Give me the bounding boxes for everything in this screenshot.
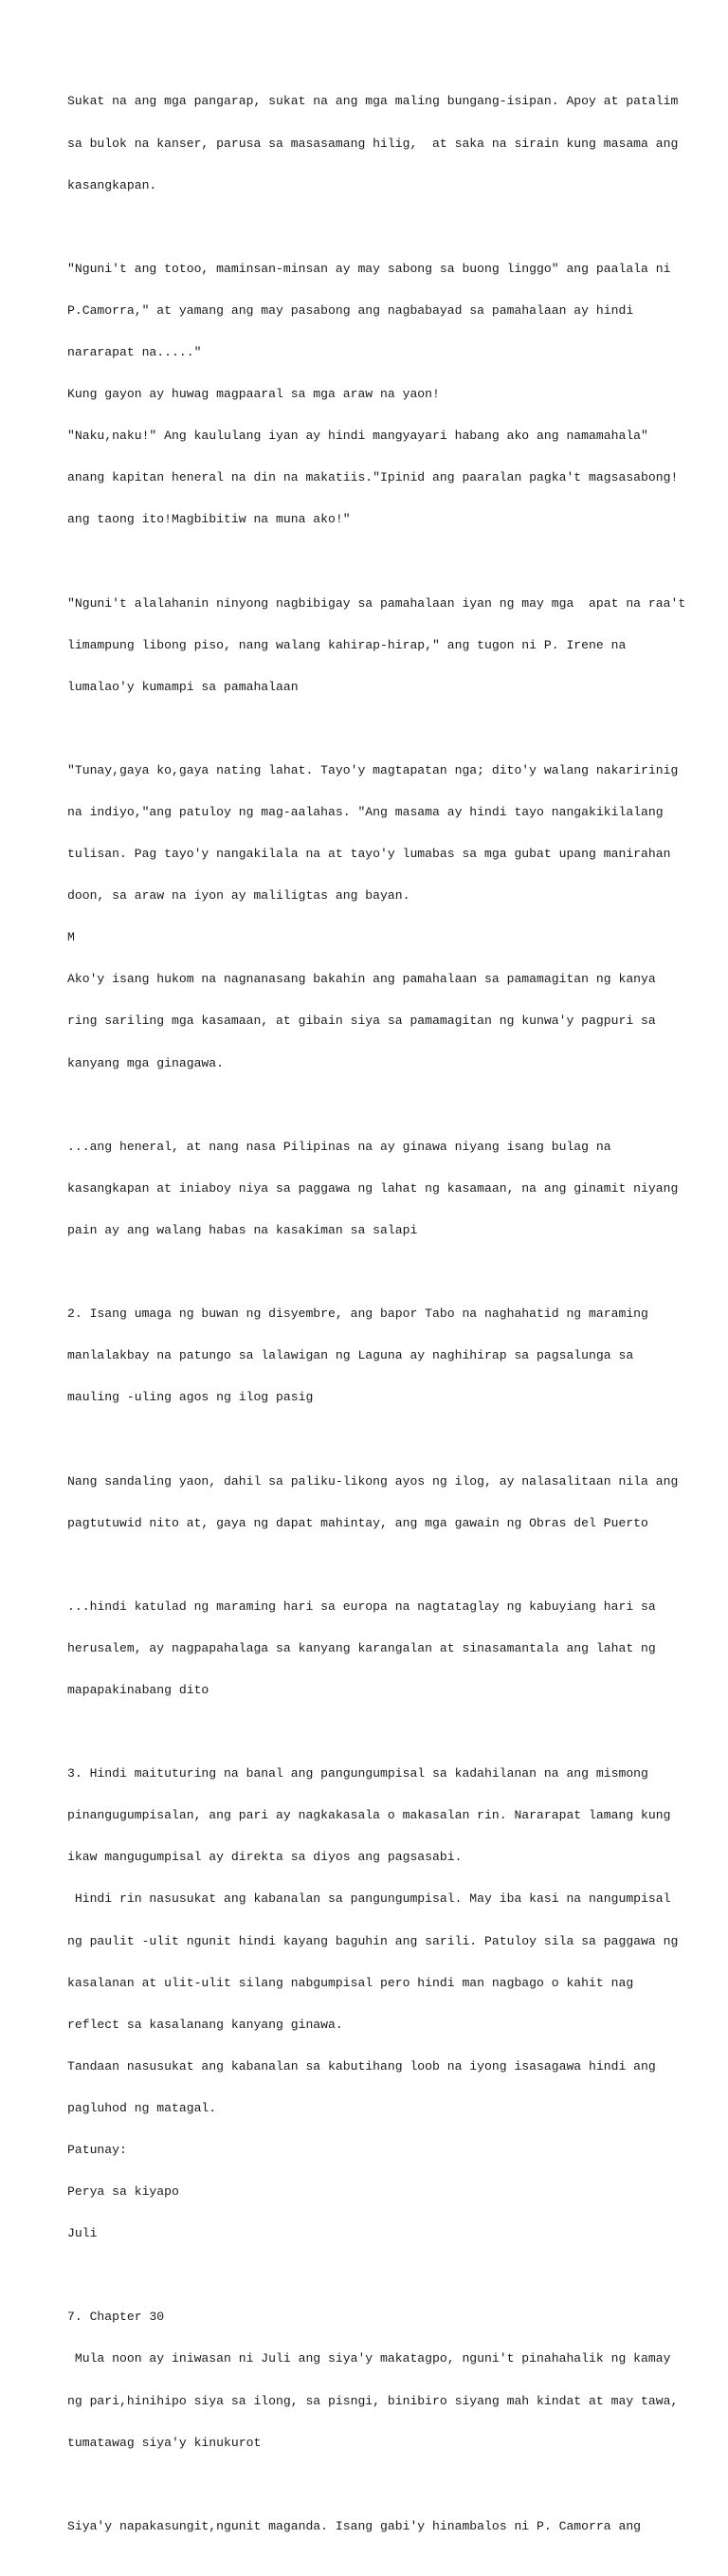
paragraph-9 bbox=[67, 1740, 721, 2270]
text-line: lumalao'y kumampi sa pamahalaan bbox=[67, 679, 299, 694]
text-line: "Tunay,gaya ko,gaya nating lahat. Tayo'y magtapatan nga; dito'y walang nakaririnig bbox=[67, 762, 679, 777]
text-line: Juli bbox=[67, 2226, 98, 2241]
text-line: 2. Isang umaga ng buwan ng disyembre, ang bapor Tabo na naghahatid ng maraming bbox=[67, 1306, 648, 1322]
text-line: manlalakbay na patungo sa lalawigan ng Laguna ay naghihirap sa pagsalunga sa bbox=[67, 1348, 634, 1363]
text-line: Perya sa kiyapo bbox=[67, 2184, 179, 2200]
paragraph-11 bbox=[67, 2492, 721, 2562]
text-line: sa bulok na kanser, parusa sa masasamang hilig, at saka na sirain kung masama ang bbox=[67, 136, 679, 151]
paragraph-3 bbox=[67, 569, 721, 722]
text-line: Patunay: bbox=[67, 2143, 127, 2157]
text-line: na indiyo,"ang patuloy ng mag-aalahas. "Ang masama ay hindi tayo nangakikilalang bbox=[67, 805, 664, 819]
text-line: kanyang mga ginagawa. bbox=[67, 1055, 225, 1070]
document-page bbox=[67, 67, 721, 2576]
text-line: reflect sa kasalanang kanyang ginawa. bbox=[67, 2017, 343, 2032]
text-line: "Nguni't alalahanin ninyong nagbibigay sa pamahalaan iyan ng may mga apat na raa't bbox=[67, 595, 686, 611]
text-line: ...ang heneral, at nang nasa Pilipinas na ay ginawa niyang isang bulag na bbox=[67, 1139, 611, 1154]
text-line: P.Camorra," at yamang ang may pasabong ang nagbabayad sa pamahalaan ay hindi bbox=[67, 302, 634, 318]
text-line: ang taong ito!Magbibitiw na muna ako!" bbox=[67, 512, 351, 527]
paragraph-4 bbox=[67, 737, 721, 1099]
text-line: Ako'y isang hukom na nagnanasang bakahin ang pamahalaan sa pamamagitan ng kanya bbox=[67, 972, 656, 987]
text-line: ng paulit -ulit ngunit hindi kayang baguhin ang sarili. Patuloy sila sa paggawa ng bbox=[67, 1933, 679, 1948]
paragraph-2 bbox=[67, 234, 721, 555]
paragraph-10 bbox=[67, 2283, 721, 2478]
text-line: "Nguni't ang totoo, maminsan-minsan ay may sabong sa buong linggo" ang paalala ni bbox=[67, 261, 671, 276]
text-line: Sukat na ang mga pangarap, sukat na ang mga maling bungang-isipan. Apoy at patalim bbox=[67, 94, 679, 109]
text-line: Siya'y napakasungit,ngunit maganda. Isang gabi'y hinambalos ni P. Camorra ang bbox=[67, 2518, 642, 2533]
text-line: kasangkapan at iniaboy niya sa paggawa ng lahat ng kasamaan, na ang ginamit niyang bbox=[67, 1180, 679, 1196]
text-line: 7. Chapter 30 bbox=[67, 2310, 165, 2325]
text-line: Kung gayon ay huwag magpaaral sa mga araw na yaon! bbox=[67, 387, 440, 402]
text-line: Nang sandaling yaon, dahil sa paliku-likong ayos ng ilog, ay nalasalitaan nila ang bbox=[67, 1473, 679, 1489]
paragraph-8 bbox=[67, 1572, 721, 1726]
text-line: ring sariling mga kasamaan, at gibain siya sa pamamagitan ng kunwa'y pagpuri sa bbox=[67, 1014, 656, 1029]
text-line: kasangkapan. bbox=[67, 177, 157, 192]
text-line: tulisan. Pag tayo'y nangakilala na at tayo'y lumabas sa mga gubat upang manirahan bbox=[67, 847, 671, 862]
paragraph-7 bbox=[67, 1447, 721, 1559]
text-line: pagluhod ng matagal. bbox=[67, 2100, 217, 2115]
paragraph-1 bbox=[67, 67, 721, 221]
text-line: ...hindi katulad ng maraming hari sa europa na nagtataglay ng kabuyiang hari sa bbox=[67, 1599, 656, 1614]
text-line: 3. Hindi maituturing na banal ang pangungumpisal sa kadahilanan na ang mismong bbox=[67, 1766, 648, 1781]
text-line: herusalem, ay nagpapahalaga sa kanyang karangalan at sinasamantala ang lahat ng bbox=[67, 1640, 656, 1655]
paragraph-5 bbox=[67, 1112, 721, 1266]
text-line: ikaw mangugumpisal ay direkta sa diyos ang pagsasabi. bbox=[67, 1850, 463, 1865]
text-line: mauling -uling agos ng ilog pasig bbox=[67, 1390, 314, 1405]
text-line: pinangugumpisalan, ang pari ay nagkakasala o makasalan rin. Nararapat lamang kung bbox=[67, 1808, 671, 1823]
text-line: kasalanan at ulit-ulit silang nabgumpisal pero hindi man nagbago o kahit nag bbox=[67, 1975, 634, 1990]
paragraph-6 bbox=[67, 1280, 721, 1434]
text-line: Mula noon ay iniwasan ni Juli ang siya'y makatagpo, nguni't pinahahalik ng kamay bbox=[67, 2351, 671, 2366]
text-line: nararapat na....." bbox=[67, 344, 202, 359]
text-line: pagtutuwid nito at, gaya ng dapat mahintay, ang mga gawain ng Obras del Puerto bbox=[67, 1515, 648, 1530]
text-line: mapapakinabang dito bbox=[67, 1682, 209, 1697]
text-line: Tandaan nasusukat ang kabanalan sa kabutihang loob na iyong isasagawa hindi ang bbox=[67, 2058, 656, 2074]
text-line: M bbox=[67, 930, 75, 945]
text-line: anang kapitan heneral na din na makatiis."Ipinid ang paaralan pagka't magsasabong! bbox=[67, 470, 679, 485]
text-line: pain ay ang walang habas na kasakiman sa salapi bbox=[67, 1222, 418, 1237]
text-line: ng pari,hinihipo siya sa ilong, sa pisngi, binibiro siyang mah kindat at may tawa, bbox=[67, 2393, 679, 2408]
text-line: limampung libong piso, nang walang kahirap-hirap," ang tugon ni P. Irene na bbox=[67, 637, 627, 652]
text-line: tumatawag siya'y kinukurot bbox=[67, 2435, 262, 2450]
text-line: Hindi rin nasusukat ang kabanalan sa pangungumpisal. May iba kasi na nangumpisal bbox=[67, 1891, 671, 1907]
text-line: doon, sa araw na iyon ay maliligtas ang bayan. bbox=[67, 888, 410, 904]
text-line: "Naku,naku!" Ang kaululang iyan ay hindi mangyayari habang ako ang namamahala" bbox=[67, 429, 648, 444]
